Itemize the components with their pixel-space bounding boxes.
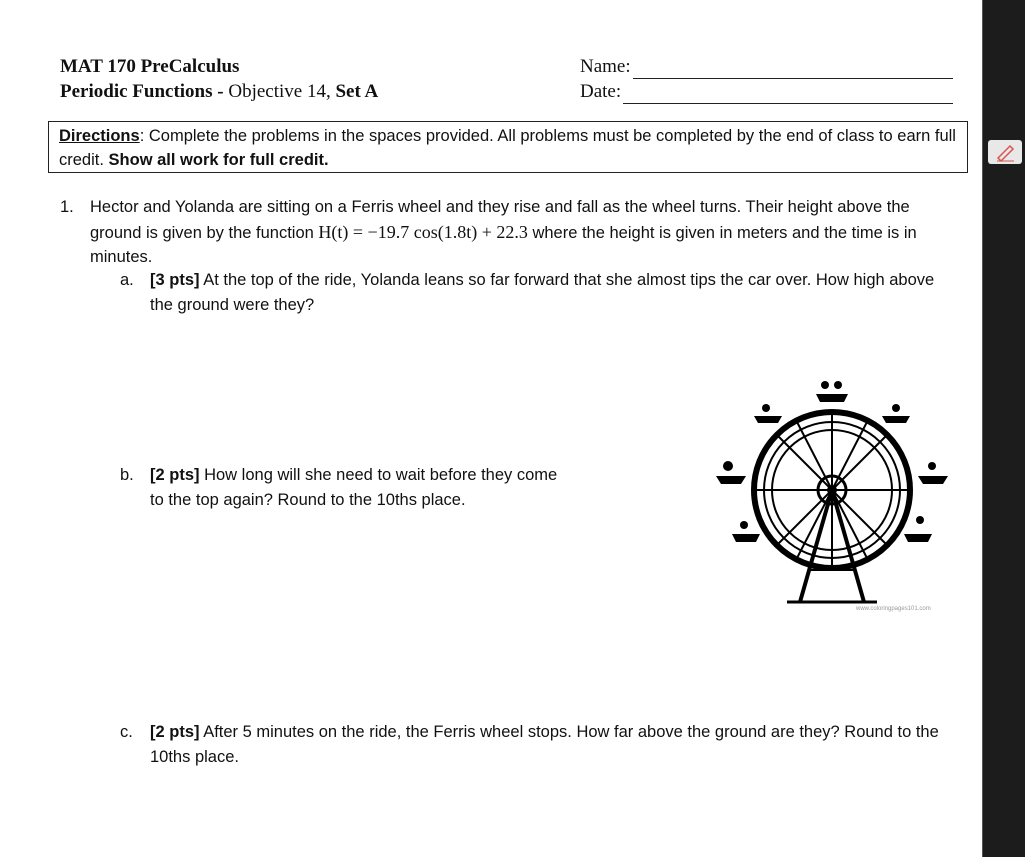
- directions-emphasis: Show all work for full credit.: [108, 151, 329, 169]
- ferris-wheel-icon: [712, 370, 962, 620]
- directions-box: Directions: Complete the problems in the spaces provided. All problems must be completed by the end of class to earn full credit. Show all work for full credit.: [48, 121, 968, 173]
- question-1b: [120, 463, 570, 512]
- course-title: MAT 170 PreCalculus: [60, 56, 240, 77]
- part-points: [2 pts]: [150, 466, 200, 484]
- name-blank[interactable]: [633, 60, 953, 79]
- directions-text: Complete the problems in the spaces provided. All problems must be completed by the end of class to earn full credit.: [59, 127, 956, 169]
- part-text: At the top of the ride, Yolanda leans so far forward that she almost tips the car over. How high above the ground were they?: [150, 271, 935, 314]
- date-line[interactable]: [580, 79, 953, 104]
- part-text: After 5 minutes on the ride, the Ferris wheel stops. How far above the ground are they? Round to the 10ths place.: [150, 723, 939, 766]
- height-formula: H(t) = −19.7 cos(1.8t) + 22.3: [318, 221, 528, 242]
- header-course-block: [60, 54, 378, 104]
- name-line[interactable]: [580, 54, 953, 79]
- viewer-sidebar[interactable]: [982, 0, 1025, 857]
- image-credit: www.coloringpages101.com: [856, 606, 931, 612]
- header-name-date: [580, 54, 953, 104]
- part-label: b.: [120, 466, 134, 484]
- question-text-after: where the height is given in meters and the time is in minutes.: [90, 223, 917, 266]
- part-points: [2 pts]: [150, 723, 200, 741]
- directions-label: Directions: [59, 127, 140, 145]
- pen-icon: [988, 140, 1022, 164]
- question-1a: [120, 268, 950, 317]
- topic-title: Periodic Functions - Objective 14, Set A: [60, 81, 379, 102]
- question-1: [60, 195, 940, 270]
- date-blank[interactable]: [623, 85, 953, 104]
- name-label: Name:: [580, 56, 631, 77]
- part-label: a.: [120, 271, 134, 289]
- date-label: Date:: [580, 81, 622, 102]
- annotate-tool-button[interactable]: [988, 140, 1022, 164]
- part-text: How long will she need to wait before they come to the top again? Round to the 10ths place.: [150, 466, 558, 509]
- question-number: 1.: [60, 198, 74, 216]
- question-1c: [120, 720, 950, 769]
- part-label: c.: [120, 723, 133, 741]
- part-points: [3 pts]: [150, 271, 200, 289]
- question-text-before: Hector and Yolanda are sitting on a Ferris wheel and they rise and fall as the wheel turns. Their height above the ground is given by the function: [90, 198, 910, 242]
